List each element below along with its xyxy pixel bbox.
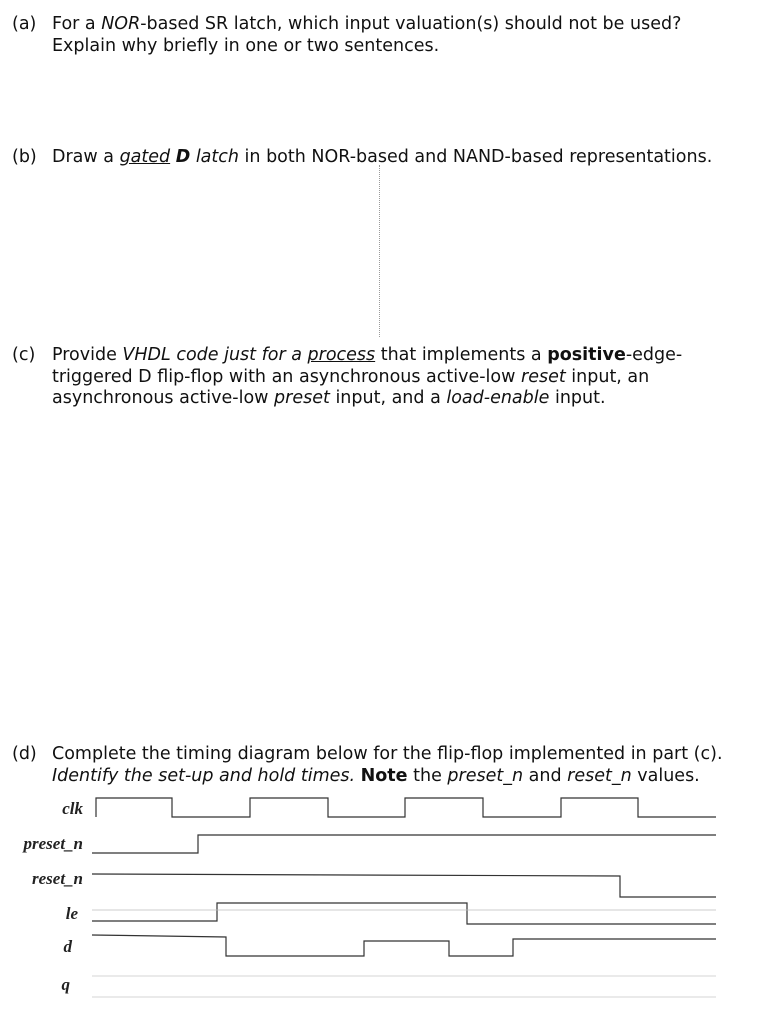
question-c-line-2: triggered D flip-flop with an asynchronous active-low reset input, an	[52, 366, 650, 387]
signal-label-clk: clk	[62, 799, 83, 818]
question-a-line-2: Explain why briefly in one or two sentences.	[52, 35, 440, 56]
question-d-label: (d)	[12, 744, 37, 764]
question-d-line-2: Identify the set-up and hold times. Note the preset_n and reset_n values.	[52, 765, 700, 786]
question-c-label: (c)	[12, 345, 36, 365]
question-c	[12, 345, 772, 410]
question-a-label: (a)	[12, 14, 37, 34]
reset-n-waveform	[92, 874, 716, 897]
question-b	[12, 147, 772, 169]
question-d-line-1: Complete the timing diagram below for the flip-flop implemented in part (c).	[52, 744, 723, 764]
signal-label-q: q	[61, 975, 70, 994]
timing-diagram	[0, 790, 778, 1024]
signal-label-reset-n: reset_n	[32, 869, 83, 888]
le-waveform	[92, 903, 716, 924]
question-b-line-1: Draw a gated D latch in both NOR-based and NAND-based representations.	[52, 147, 713, 167]
question-a	[12, 14, 772, 57]
question-b-label: (b)	[12, 147, 37, 167]
question-c-line-1: Provide VHDL code just for a process that implements a positive-edge-	[52, 345, 683, 365]
signal-label-preset-n: preset_n	[23, 834, 83, 853]
answer-divider	[379, 165, 380, 337]
clk-waveform	[96, 798, 716, 817]
question-d	[12, 744, 772, 787]
d-waveform	[92, 935, 716, 956]
signal-label-d: d	[63, 937, 72, 956]
question-a-line-1: For a NOR-based SR latch, which input valuation(s) should not be used?	[52, 14, 682, 34]
signal-label-le: le	[65, 904, 78, 923]
preset-n-waveform	[92, 835, 716, 853]
question-c-line-3: asynchronous active-low preset input, and a load-enable input.	[52, 388, 606, 408]
